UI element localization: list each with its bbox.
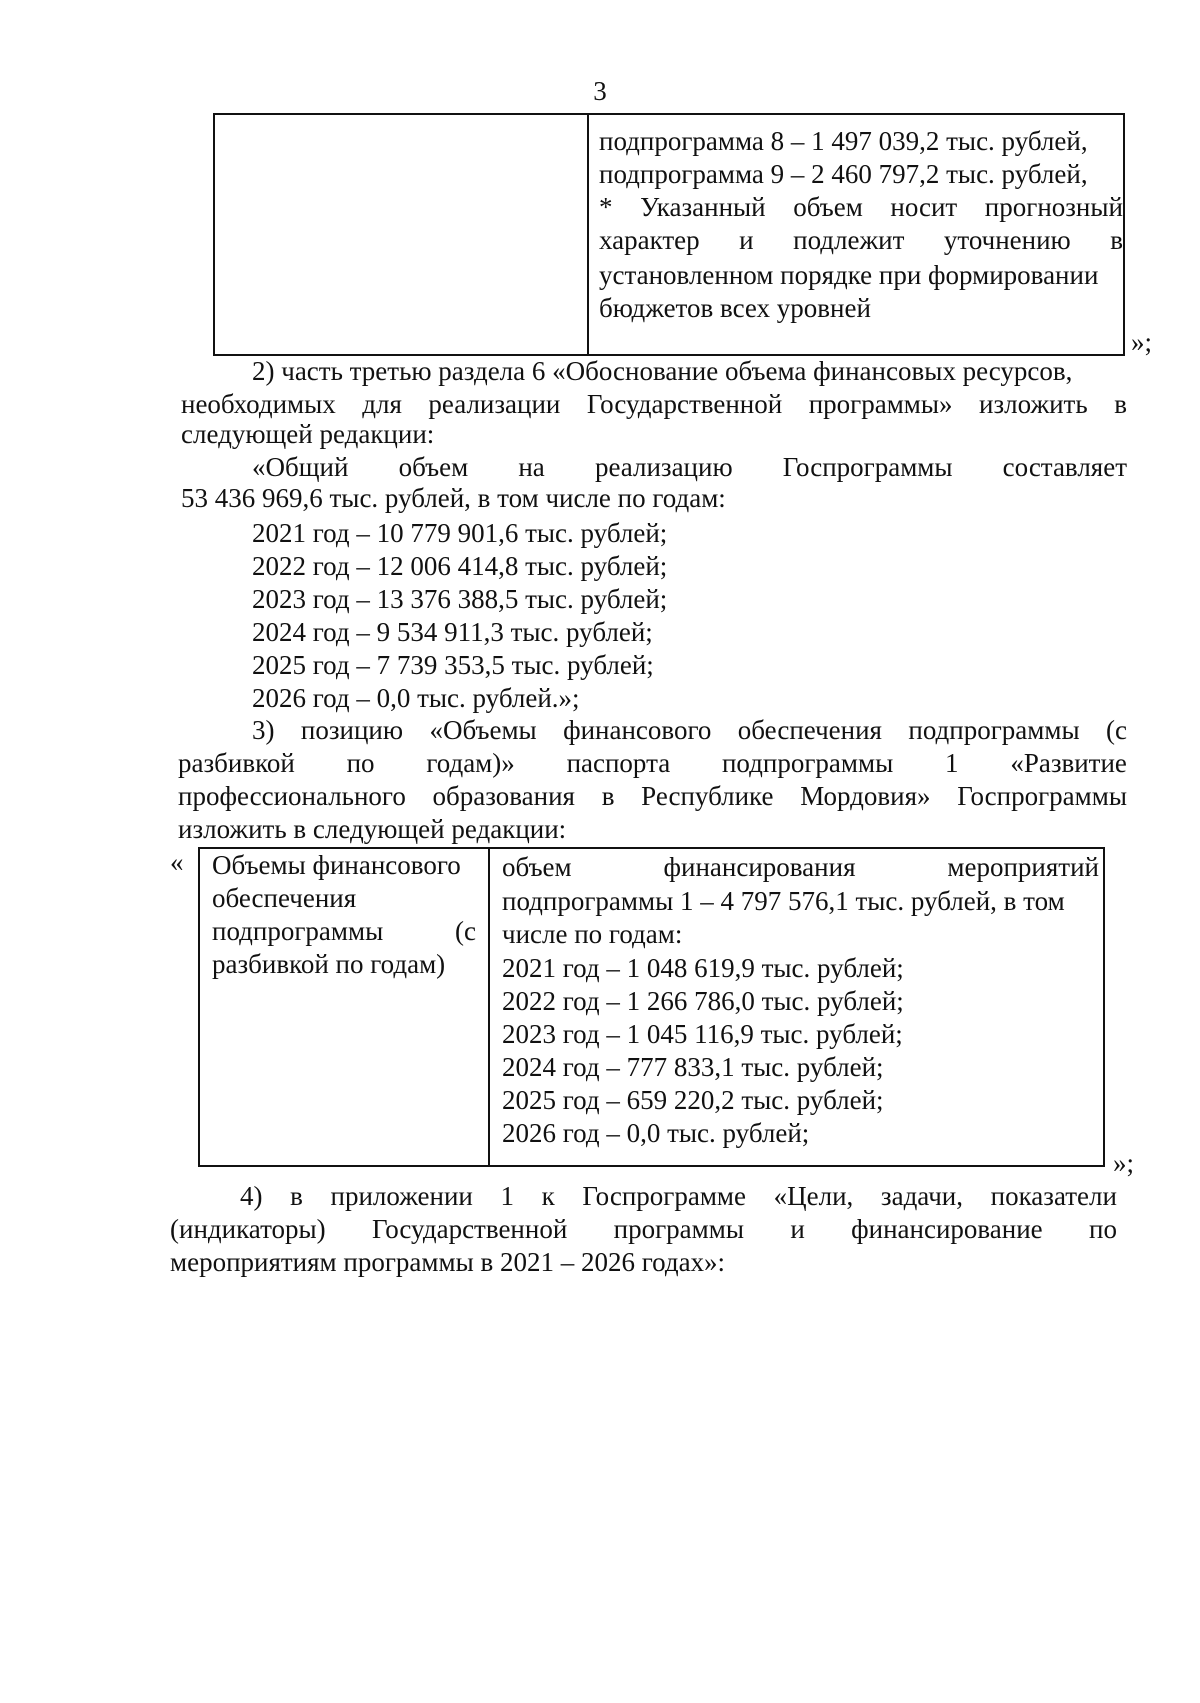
closing-quote-2: »; [1113, 1148, 1135, 1178]
year-amount-line: 2023 год – 13 376 388,5 тыс. рублей; [252, 584, 668, 614]
table-left-cell-empty [215, 115, 587, 354]
text-line: 2022 год – 1 266 786,0 тыс. рублей; [502, 986, 904, 1016]
text-line [170, 1213, 1117, 1245]
word: разбивкой [178, 748, 295, 778]
word: Государственной [372, 1214, 568, 1244]
word: подпрограммы [721, 748, 894, 778]
word: образования [432, 781, 575, 811]
text-line: Объемы финансового [212, 850, 461, 880]
word: приложении [330, 1181, 473, 1211]
text-line [252, 714, 1127, 746]
word: (с [1106, 715, 1127, 745]
text-line: подпрограммы 1 – 4 797 576,1 тыс. рублей, в том [502, 886, 1065, 916]
text-line: 53 436 969,6 тыс. рублей, в том числе по годам: [181, 483, 726, 513]
word: 4) [240, 1181, 263, 1211]
word: подлежит [793, 225, 905, 255]
word: годам)» [426, 748, 515, 778]
word: характер [599, 225, 700, 255]
text-line: разбивкой по годам) [212, 949, 446, 979]
word: профессионального [178, 781, 406, 811]
word: Государственной [586, 389, 783, 419]
word: Указанный [640, 192, 766, 222]
word: реализацию [594, 452, 733, 482]
word: для [362, 389, 402, 419]
word: составляет [1002, 452, 1127, 482]
text-line [178, 780, 1127, 812]
word: по [1089, 1214, 1117, 1244]
word: задачи, [880, 1181, 963, 1211]
word: (индикаторы) [170, 1214, 326, 1244]
page-number: 3 [593, 76, 607, 106]
word: финансового [563, 715, 712, 745]
text-line: установленном порядке при формировании [599, 260, 1099, 290]
text-line [252, 451, 1127, 483]
text-line: обеспечения [212, 883, 357, 913]
word: «Общий [252, 452, 349, 482]
text-line [178, 747, 1127, 779]
text-line: следующей редакции: [181, 419, 435, 449]
text-line: бюджетов всех уровней [599, 293, 871, 323]
text-line: подпрограмма 9 – 2 460 797,2 тыс. рублей, [599, 159, 1088, 189]
word: Госпрограммы [782, 452, 953, 482]
open-quote-2: « [170, 847, 184, 877]
text-line: подпрограмма 8 – 1 497 039,2 тыс. рублей, [599, 126, 1088, 156]
text-line [240, 1180, 1117, 1212]
word: в [290, 1181, 303, 1211]
text-line [599, 191, 1123, 223]
word: к [541, 1181, 555, 1211]
text-line: мероприятиям программы в 2021 – 2026 годах»: [170, 1247, 726, 1277]
word: на [518, 452, 545, 482]
word: объем [502, 852, 572, 882]
year-amount-line: 2021 год – 10 779 901,6 тыс. рублей; [252, 518, 668, 548]
text-line [212, 915, 476, 947]
word: прогнозный [984, 192, 1123, 222]
word: финансирование [851, 1214, 1043, 1244]
word: в [601, 781, 615, 811]
word: и [790, 1214, 805, 1244]
word: Госпрограмме [582, 1181, 746, 1211]
word: программы» [808, 389, 953, 419]
text-line: 2023 год – 1 045 116,9 тыс. рублей; [502, 1019, 903, 1049]
word: «Цели, [773, 1181, 854, 1211]
word: 1 [945, 748, 959, 778]
word: подпрограммы [212, 916, 384, 946]
table2-right-cell [488, 849, 1103, 1165]
word: мероприятий [947, 852, 1099, 882]
text-line [181, 388, 1127, 420]
word: показатели [990, 1181, 1117, 1211]
word: Госпрограммы [957, 781, 1127, 811]
funding-table-continued [213, 113, 1125, 356]
word: 3) [252, 715, 275, 745]
word: позицию [300, 715, 404, 745]
word: реализации [428, 389, 561, 419]
subprogram-funding-table [198, 847, 1105, 1167]
word: необходимых [181, 389, 336, 419]
closing-quote-1: »; [1131, 327, 1153, 357]
word: (с [455, 916, 476, 946]
text-line: числе по годам: [502, 919, 683, 949]
word: носит [890, 192, 958, 222]
year-amount-line: 2025 год – 7 739 353,5 тыс. рублей; [252, 650, 654, 680]
text-line: 2) часть третью раздела 6 «Обоснование объема финансовых ресурсов, [252, 356, 1073, 386]
word: финансирования [663, 852, 856, 882]
word: Мордовия» [800, 781, 931, 811]
word: «Развитие [1010, 748, 1127, 778]
text-line: 2026 год – 0,0 тыс. рублей; [502, 1118, 810, 1148]
word: Республике [641, 781, 774, 811]
word: уточнению [943, 225, 1071, 255]
text-line: 2021 год – 1 048 619,9 тыс. рублей; [502, 953, 904, 983]
word: подпрограммы [908, 715, 1080, 745]
word: в [1114, 389, 1127, 419]
year-amount-line: 2024 год – 9 534 911,3 тыс. рублей; [252, 617, 653, 647]
word: программы [613, 1214, 744, 1244]
word: и [739, 225, 754, 255]
word: * [599, 192, 613, 222]
text-line: 2024 год – 777 833,1 тыс. рублей; [502, 1052, 884, 1082]
text-line: изложить в следующей редакции: [178, 814, 567, 844]
word: паспорта [566, 748, 671, 778]
year-amount-line: 2022 год – 12 006 414,8 тыс. рублей; [252, 551, 668, 581]
word: объем [398, 452, 469, 482]
word: в [1110, 225, 1123, 255]
text-line: 2025 год – 659 220,2 тыс. рублей; [502, 1085, 884, 1115]
word: по [346, 748, 375, 778]
word: 1 [500, 1181, 515, 1211]
word: «Объемы [429, 715, 537, 745]
word: объем [793, 192, 863, 222]
word: обеспечения [737, 715, 882, 745]
text-line [599, 224, 1123, 256]
text-line [502, 851, 1099, 883]
word: изложить [979, 389, 1088, 419]
table2-left-cell [200, 849, 488, 1165]
table-right-cell [587, 115, 1123, 354]
year-amount-line: 2026 год – 0,0 тыс. рублей.»; [252, 683, 580, 713]
